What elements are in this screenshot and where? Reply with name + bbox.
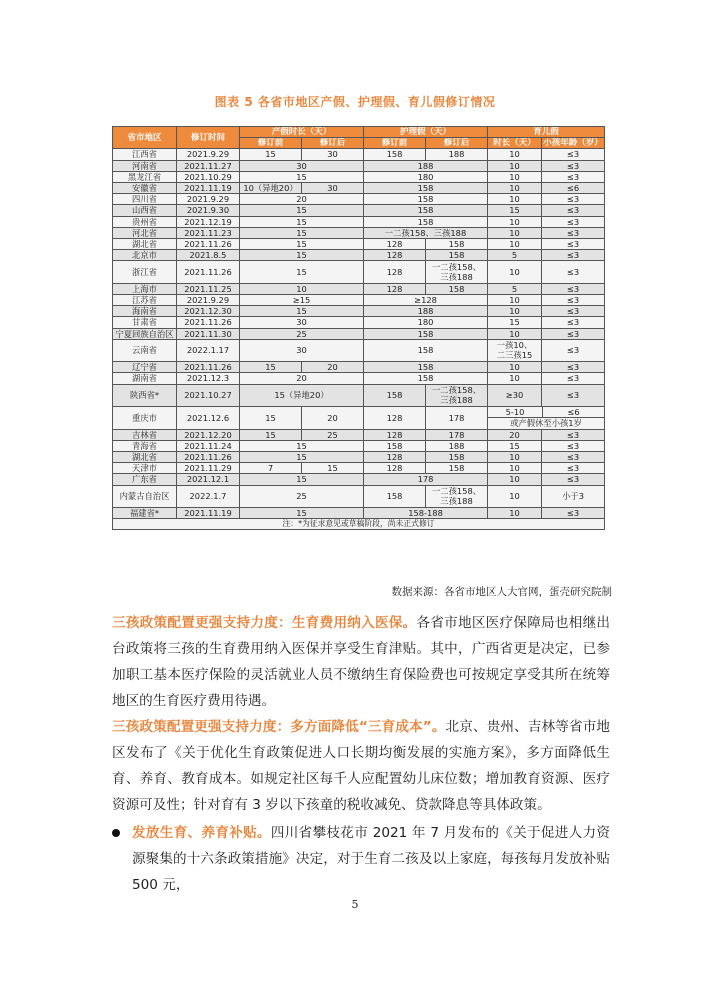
cell-region: 湖南省 bbox=[113, 373, 177, 384]
cell-nursing-after: 一二孩158、 三孩188 bbox=[426, 261, 488, 284]
cell-duration: 10 bbox=[488, 160, 542, 171]
cell-child-age: ≤3 bbox=[542, 463, 605, 474]
cell-duration: 10 bbox=[488, 474, 542, 485]
cell-nursing-before: 128 bbox=[364, 261, 426, 284]
table-row bbox=[113, 194, 605, 205]
figure-title: 图表 5 各省市地区产假、护理假、育儿假修订情况 bbox=[214, 95, 496, 109]
table-row bbox=[113, 508, 605, 519]
cell-maternity: 15 bbox=[240, 171, 364, 182]
cell-duration: 10 bbox=[488, 328, 542, 339]
cell-nursing-before: 128 bbox=[364, 238, 426, 249]
cell-child-age: ≤3 bbox=[542, 205, 605, 216]
cell-nursing: 158 bbox=[364, 373, 488, 384]
cell-revised-time: 2021.9.29 bbox=[177, 294, 240, 305]
cell-region: 重庆市 bbox=[113, 407, 177, 430]
header-duration: 时长（天） bbox=[488, 138, 542, 149]
cell-child-age: 小于3 bbox=[542, 485, 605, 508]
cell-nursing: ≥128 bbox=[364, 294, 488, 305]
cell-duration: 10 bbox=[488, 294, 542, 305]
cell-region: 山西省 bbox=[113, 205, 177, 216]
leave-table-wrapper bbox=[112, 126, 604, 530]
bullet-text bbox=[132, 820, 610, 898]
cell-child-age: ≤3 bbox=[542, 227, 605, 238]
cell-nursing-after: 188 bbox=[426, 440, 488, 451]
cell-nursing: 158 bbox=[364, 328, 488, 339]
cell-child-age: ≤3 bbox=[542, 440, 605, 451]
cell-nursing: 180 bbox=[364, 171, 488, 182]
cell-region: 广东省 bbox=[113, 474, 177, 485]
table-row bbox=[113, 205, 605, 216]
paragraph-lead: 三孩政策配置更强支持力度：多方面降低“三育成本”。 bbox=[112, 719, 446, 735]
cell-revised-time: 2021.12.3 bbox=[177, 373, 240, 384]
cell-region: 浙江省 bbox=[113, 261, 177, 284]
cell-duration: 15 bbox=[488, 317, 542, 328]
cell-nursing-after: 一二孩158、 三孩188 bbox=[426, 485, 488, 508]
header-revised-time: 修订时间 bbox=[177, 127, 240, 149]
cell-revised-time: 2021.11.26 bbox=[177, 238, 240, 249]
table-row bbox=[113, 485, 605, 508]
table-row bbox=[113, 171, 605, 182]
cell-maternity: 15 bbox=[240, 451, 364, 462]
cell-maternity: 30 bbox=[240, 160, 364, 171]
cell-child-age: ≤3 bbox=[542, 339, 605, 362]
cell-child-age: ≤3 bbox=[542, 149, 605, 160]
cell-child-age: ≤3 bbox=[542, 451, 605, 462]
cell-maternity-before: 15 bbox=[240, 362, 302, 373]
cell-child-age: ≤3 bbox=[542, 250, 605, 261]
cell-nursing: 158 bbox=[364, 362, 488, 373]
cell-nursing: 188 bbox=[364, 306, 488, 317]
cell-duration: 10 bbox=[488, 306, 542, 317]
cell-nursing-after: 178 bbox=[426, 429, 488, 440]
cell-duration: 15 bbox=[488, 205, 542, 216]
cell-revised-time: 2021.11.27 bbox=[177, 160, 240, 171]
cell-child-age: ≤3 bbox=[542, 261, 605, 284]
cell-child-age: ≤3 bbox=[542, 362, 605, 373]
cell-nursing-before: 158 bbox=[364, 384, 426, 407]
cell-region: 内蒙古自治区 bbox=[113, 485, 177, 508]
cell-revised-time: 2021.9.29 bbox=[177, 149, 240, 160]
cell-nursing: 158 bbox=[364, 205, 488, 216]
cell-nursing-before: 128 bbox=[364, 451, 426, 462]
cell-region: 海南省 bbox=[113, 306, 177, 317]
cell-nursing-before: 128 bbox=[364, 429, 426, 440]
cell-nursing: 158 bbox=[364, 216, 488, 227]
cell-revised-time: 2021.11.25 bbox=[177, 283, 240, 294]
cell-nursing-after: 188 bbox=[426, 149, 488, 160]
header-region: 省市地区 bbox=[113, 127, 177, 149]
cell-maternity: 15 bbox=[240, 306, 364, 317]
cell-child-age: ≤3 bbox=[542, 384, 605, 407]
header-nur-before: 修订前 bbox=[364, 138, 426, 149]
table-row bbox=[113, 429, 605, 440]
cell-revised-time: 2021.11.19 bbox=[177, 182, 240, 193]
cell-maternity-before: 7 bbox=[240, 463, 302, 474]
table-row bbox=[113, 294, 605, 305]
cell-nursing-after: 一二孩158、 三孩188 bbox=[426, 384, 488, 407]
cell-child-age: ≤3 bbox=[542, 306, 605, 317]
cell-maternity: 15 bbox=[240, 238, 364, 249]
cell-maternity-after: 25 bbox=[302, 429, 364, 440]
header-row-1 bbox=[113, 127, 605, 138]
cell-child-age: ≤3 bbox=[542, 508, 605, 519]
cell-child-age: ≤3 bbox=[542, 194, 605, 205]
table-row bbox=[113, 160, 605, 171]
table-note-row bbox=[113, 519, 605, 530]
cell-region: 河南省 bbox=[113, 160, 177, 171]
table-row bbox=[113, 317, 605, 328]
cell-revised-time: 2021.9.29 bbox=[177, 194, 240, 205]
cell-revised-time: 2021.11.23 bbox=[177, 227, 240, 238]
cell-revised-time: 2021.12.20 bbox=[177, 429, 240, 440]
table-row bbox=[113, 407, 605, 430]
cell-nursing-before: 158 bbox=[364, 440, 426, 451]
cell-nursing: 158 bbox=[364, 182, 488, 193]
cell-revised-time: 2021.10.27 bbox=[177, 384, 240, 407]
cell-nursing-before: 128 bbox=[364, 463, 426, 474]
cell-maternity: 15 bbox=[240, 261, 364, 284]
cell-maternity: 15 bbox=[240, 227, 364, 238]
cell-nursing: 158 bbox=[364, 339, 488, 362]
cell-nursing-after: 158 bbox=[426, 250, 488, 261]
table-row bbox=[113, 149, 605, 160]
cell-maternity: 30 bbox=[240, 317, 364, 328]
cell-duration: 10 bbox=[488, 227, 542, 238]
cell-child-age: ≤3 bbox=[542, 160, 605, 171]
cell-child-age: ≤6 bbox=[567, 407, 580, 418]
cell-duration: 10 bbox=[488, 463, 542, 474]
data-source: 数据来源：各省市地区人大官网，蛋壳研究院制 bbox=[391, 586, 612, 598]
cell-maternity-before: 15 bbox=[240, 407, 302, 430]
cell-nursing-after: 178 bbox=[426, 407, 488, 430]
cell-maternity: 15 bbox=[240, 216, 364, 227]
cell-duration: 10 bbox=[488, 216, 542, 227]
cell-maternity-after: 20 bbox=[302, 362, 364, 373]
cell-nursing-before: 128 bbox=[364, 407, 426, 430]
cell-maternity-after: 20 bbox=[302, 407, 364, 430]
cell-revised-time: 2021.11.29 bbox=[177, 463, 240, 474]
cell-maternity-after: 30 bbox=[302, 149, 364, 160]
cell-region: 贵州省 bbox=[113, 216, 177, 227]
cell-revised-time: 2021.11.19 bbox=[177, 508, 240, 519]
cell-region: 江西省 bbox=[113, 149, 177, 160]
table-row bbox=[113, 261, 605, 284]
paragraph-lead: 三孩政策配置更强支持力度：生育费用纳入医保。 bbox=[112, 615, 417, 631]
cell-nursing: 158-188 bbox=[364, 508, 488, 519]
table-row bbox=[113, 451, 605, 462]
cell-nursing-before: 128 bbox=[364, 250, 426, 261]
cell-duration: 10 bbox=[488, 362, 542, 373]
bullet-body: 四川省攀枝花市 2021 年 7 月发布的《关于促进人力资源聚集的十六条政策措施》决定，对于生育二孩及以上家庭，每孩每月发放补贴 500 元， bbox=[132, 825, 611, 893]
cell-parental-combined bbox=[488, 407, 605, 430]
cell-child-age: ≤3 bbox=[542, 474, 605, 485]
table-row bbox=[113, 182, 605, 193]
table-note: 注：*为征求意见或草稿阶段，尚未正式修订 bbox=[113, 519, 605, 530]
cell-region: 湖北省 bbox=[113, 238, 177, 249]
cell-child-age: ≤3 bbox=[542, 373, 605, 384]
table-row bbox=[113, 250, 605, 261]
cell-revised-time: 2022.1.7 bbox=[177, 485, 240, 508]
cell-region: 吉林省 bbox=[113, 429, 177, 440]
header-maternity: 产假时长（天） bbox=[240, 127, 364, 138]
cell-revised-time: 2021.11.30 bbox=[177, 328, 240, 339]
cell-maternity-before: 10（异地20） bbox=[240, 182, 302, 193]
cell-nursing: 一二孩158、三孩188 bbox=[364, 227, 488, 238]
cell-nursing-before: 158 bbox=[364, 485, 426, 508]
cell-region: 四川省 bbox=[113, 194, 177, 205]
header-nursing: 护理假（天） bbox=[364, 127, 488, 138]
cell-region: 上海市 bbox=[113, 283, 177, 294]
leave-table bbox=[112, 126, 605, 530]
table-body bbox=[113, 149, 605, 530]
cell-duration: 10 bbox=[488, 171, 542, 182]
cell-nursing-after: 158 bbox=[426, 463, 488, 474]
cell-revised-time: 2021.12.6 bbox=[177, 407, 240, 430]
cell-region: 北京市 bbox=[113, 250, 177, 261]
header-nur-after: 修订后 bbox=[426, 138, 488, 149]
header-parental: 育儿假 bbox=[488, 127, 605, 138]
cell-maternity: ≥15 bbox=[240, 294, 364, 305]
cell-duration: 10 bbox=[488, 149, 542, 160]
cell-child-age: ≤3 bbox=[542, 429, 605, 440]
cell-maternity-after: 30 bbox=[302, 182, 364, 193]
cell-maternity-before: 15 bbox=[240, 429, 302, 440]
cell-duration: 10 bbox=[488, 451, 542, 462]
cell-duration: 10 bbox=[488, 238, 542, 249]
header-child-age: 小孩年龄（岁） bbox=[543, 138, 603, 149]
page-number: 5 bbox=[351, 898, 359, 911]
paragraph-body: 北京、贵州、吉林等省市地区发布了《关于优化生育政策促进人口长期均衡发展的实施方案》，多方面降低生育、养育、教育成本。如规定社区每千人应配置幼儿床位数；增加教育资源、医疗资源可及性；针对育有 3 岁以下孩童的税收减免、贷款降息等具体政策。 bbox=[112, 719, 610, 813]
cell-child-age: ≤3 bbox=[542, 294, 605, 305]
cell-duration: 10 bbox=[488, 485, 542, 508]
cell-maternity: 25 bbox=[240, 485, 364, 508]
cell-revised-time: 2021.11.26 bbox=[177, 451, 240, 462]
cell-maternity: 15 bbox=[240, 508, 364, 519]
cell-region: 安徽省 bbox=[113, 182, 177, 193]
cell-region: 黑龙江省 bbox=[113, 171, 177, 182]
bullet-lead: 发放生育、养育补贴。 bbox=[132, 825, 271, 841]
cell-revised-time: 2021.12.1 bbox=[177, 474, 240, 485]
table-row bbox=[113, 463, 605, 474]
cell-region: 辽宁省 bbox=[113, 362, 177, 373]
cell-duration: 5 bbox=[488, 250, 542, 261]
table-row bbox=[113, 362, 605, 373]
cell-child-age: ≤3 bbox=[542, 171, 605, 182]
cell-nursing-after: 158 bbox=[426, 451, 488, 462]
cell-nursing-before: 128 bbox=[364, 283, 426, 294]
header-mat-before: 修订前 bbox=[240, 138, 302, 149]
cell-revised-time: 2021.12.19 bbox=[177, 216, 240, 227]
cell-duration: 10 bbox=[488, 261, 542, 284]
cell-child-age: ≤3 bbox=[542, 328, 605, 339]
cell-revised-time: 2021.11.24 bbox=[177, 440, 240, 451]
cell-duration: ≥30 bbox=[488, 384, 542, 407]
cell-revised-time: 2021.10.29 bbox=[177, 171, 240, 182]
cell-region: 天津市 bbox=[113, 463, 177, 474]
table-row bbox=[113, 474, 605, 485]
paragraph-medical-insurance bbox=[112, 610, 610, 714]
cell-maternity: 10 bbox=[240, 283, 364, 294]
cell-maternity-after: 15 bbox=[302, 463, 364, 474]
cell-parental-alt: 或产假休至小孩1岁 bbox=[510, 418, 582, 429]
cell-duration: 10 bbox=[488, 194, 542, 205]
table-row bbox=[113, 373, 605, 384]
cell-region: 甘肃省 bbox=[113, 317, 177, 328]
table-row bbox=[113, 384, 605, 407]
cell-revised-time: 2022.1.17 bbox=[177, 339, 240, 362]
cell-maternity: 25 bbox=[240, 328, 364, 339]
cell-child-age: ≤6 bbox=[542, 182, 605, 193]
table-row bbox=[113, 440, 605, 451]
cell-revised-time: 2021.12.30 bbox=[177, 306, 240, 317]
cell-region: 宁夏回族自治区 bbox=[113, 328, 177, 339]
cell-nursing: 188 bbox=[364, 160, 488, 171]
cell-child-age: ≤3 bbox=[542, 317, 605, 328]
cell-maternity: 30 bbox=[240, 339, 364, 362]
cell-duration: 15 bbox=[488, 440, 542, 451]
table-row bbox=[113, 227, 605, 238]
cell-revised-time: 2021.9.30 bbox=[177, 205, 240, 216]
cell-nursing-before: 158 bbox=[364, 149, 426, 160]
cell-nursing-after: 158 bbox=[426, 283, 488, 294]
table-row bbox=[113, 216, 605, 227]
table-row bbox=[113, 238, 605, 249]
cell-duration: 10 bbox=[488, 508, 542, 519]
cell-duration: 10 bbox=[488, 182, 542, 193]
paragraph-body: 各省市地区医疗保障局也相继出台政策将三孩的生育费用纳入医保并享受生育津贴。其中，广西省更是决定，已参加职工基本医疗保险的灵活就业人员不缴纳生育保险费也可按规定享受其所在统筹地区的生育医疗费用待遇。 bbox=[112, 615, 610, 709]
cell-nursing: 178 bbox=[364, 474, 488, 485]
cell-maternity: 15 bbox=[240, 250, 364, 261]
cell-maternity: 20 bbox=[240, 194, 364, 205]
cell-duration: 10 bbox=[488, 373, 542, 384]
cell-maternity: 15（异地20） bbox=[240, 384, 364, 407]
cell-revised-time: 2021.8.5 bbox=[177, 250, 240, 261]
cell-revised-time: 2021.11.26 bbox=[177, 261, 240, 284]
cell-duration: 5-10 bbox=[488, 407, 543, 417]
cell-nursing-after: 158 bbox=[426, 238, 488, 249]
table-row bbox=[113, 339, 605, 362]
cell-duration: 20 bbox=[488, 429, 542, 440]
header-mat-after: 修订后 bbox=[302, 138, 364, 149]
cell-child-age: ≤3 bbox=[542, 216, 605, 227]
cell-region: 福建省* bbox=[113, 508, 177, 519]
cell-region: 江苏省 bbox=[113, 294, 177, 305]
cell-region: 云南省 bbox=[113, 339, 177, 362]
cell-region: 陕西省* bbox=[113, 384, 177, 407]
cell-maternity: 20 bbox=[240, 373, 364, 384]
table-row bbox=[113, 283, 605, 294]
cell-region: 青海省 bbox=[113, 440, 177, 451]
cell-region: 湖北省 bbox=[113, 451, 177, 462]
cell-nursing: 158 bbox=[364, 194, 488, 205]
table-row bbox=[113, 328, 605, 339]
cell-maternity: 15 bbox=[240, 474, 364, 485]
cell-child-age: ≤3 bbox=[542, 238, 605, 249]
cell-maternity: 15 bbox=[240, 440, 364, 451]
table-row bbox=[113, 306, 605, 317]
cell-nursing: 180 bbox=[364, 317, 488, 328]
cell-revised-time: 2021.11.26 bbox=[177, 362, 240, 373]
cell-maternity-before: 15 bbox=[240, 149, 302, 160]
cell-duration: 5 bbox=[488, 283, 542, 294]
cell-duration: 一孩10、 二三孩15 bbox=[488, 339, 542, 362]
cell-region: 河北省 bbox=[113, 227, 177, 238]
bullet-dot-icon bbox=[112, 829, 120, 837]
cell-revised-time: 2021.11.26 bbox=[177, 317, 240, 328]
cell-child-age: ≤3 bbox=[542, 283, 605, 294]
paragraph-three-costs bbox=[112, 714, 610, 818]
cell-maternity: 15 bbox=[240, 205, 364, 216]
